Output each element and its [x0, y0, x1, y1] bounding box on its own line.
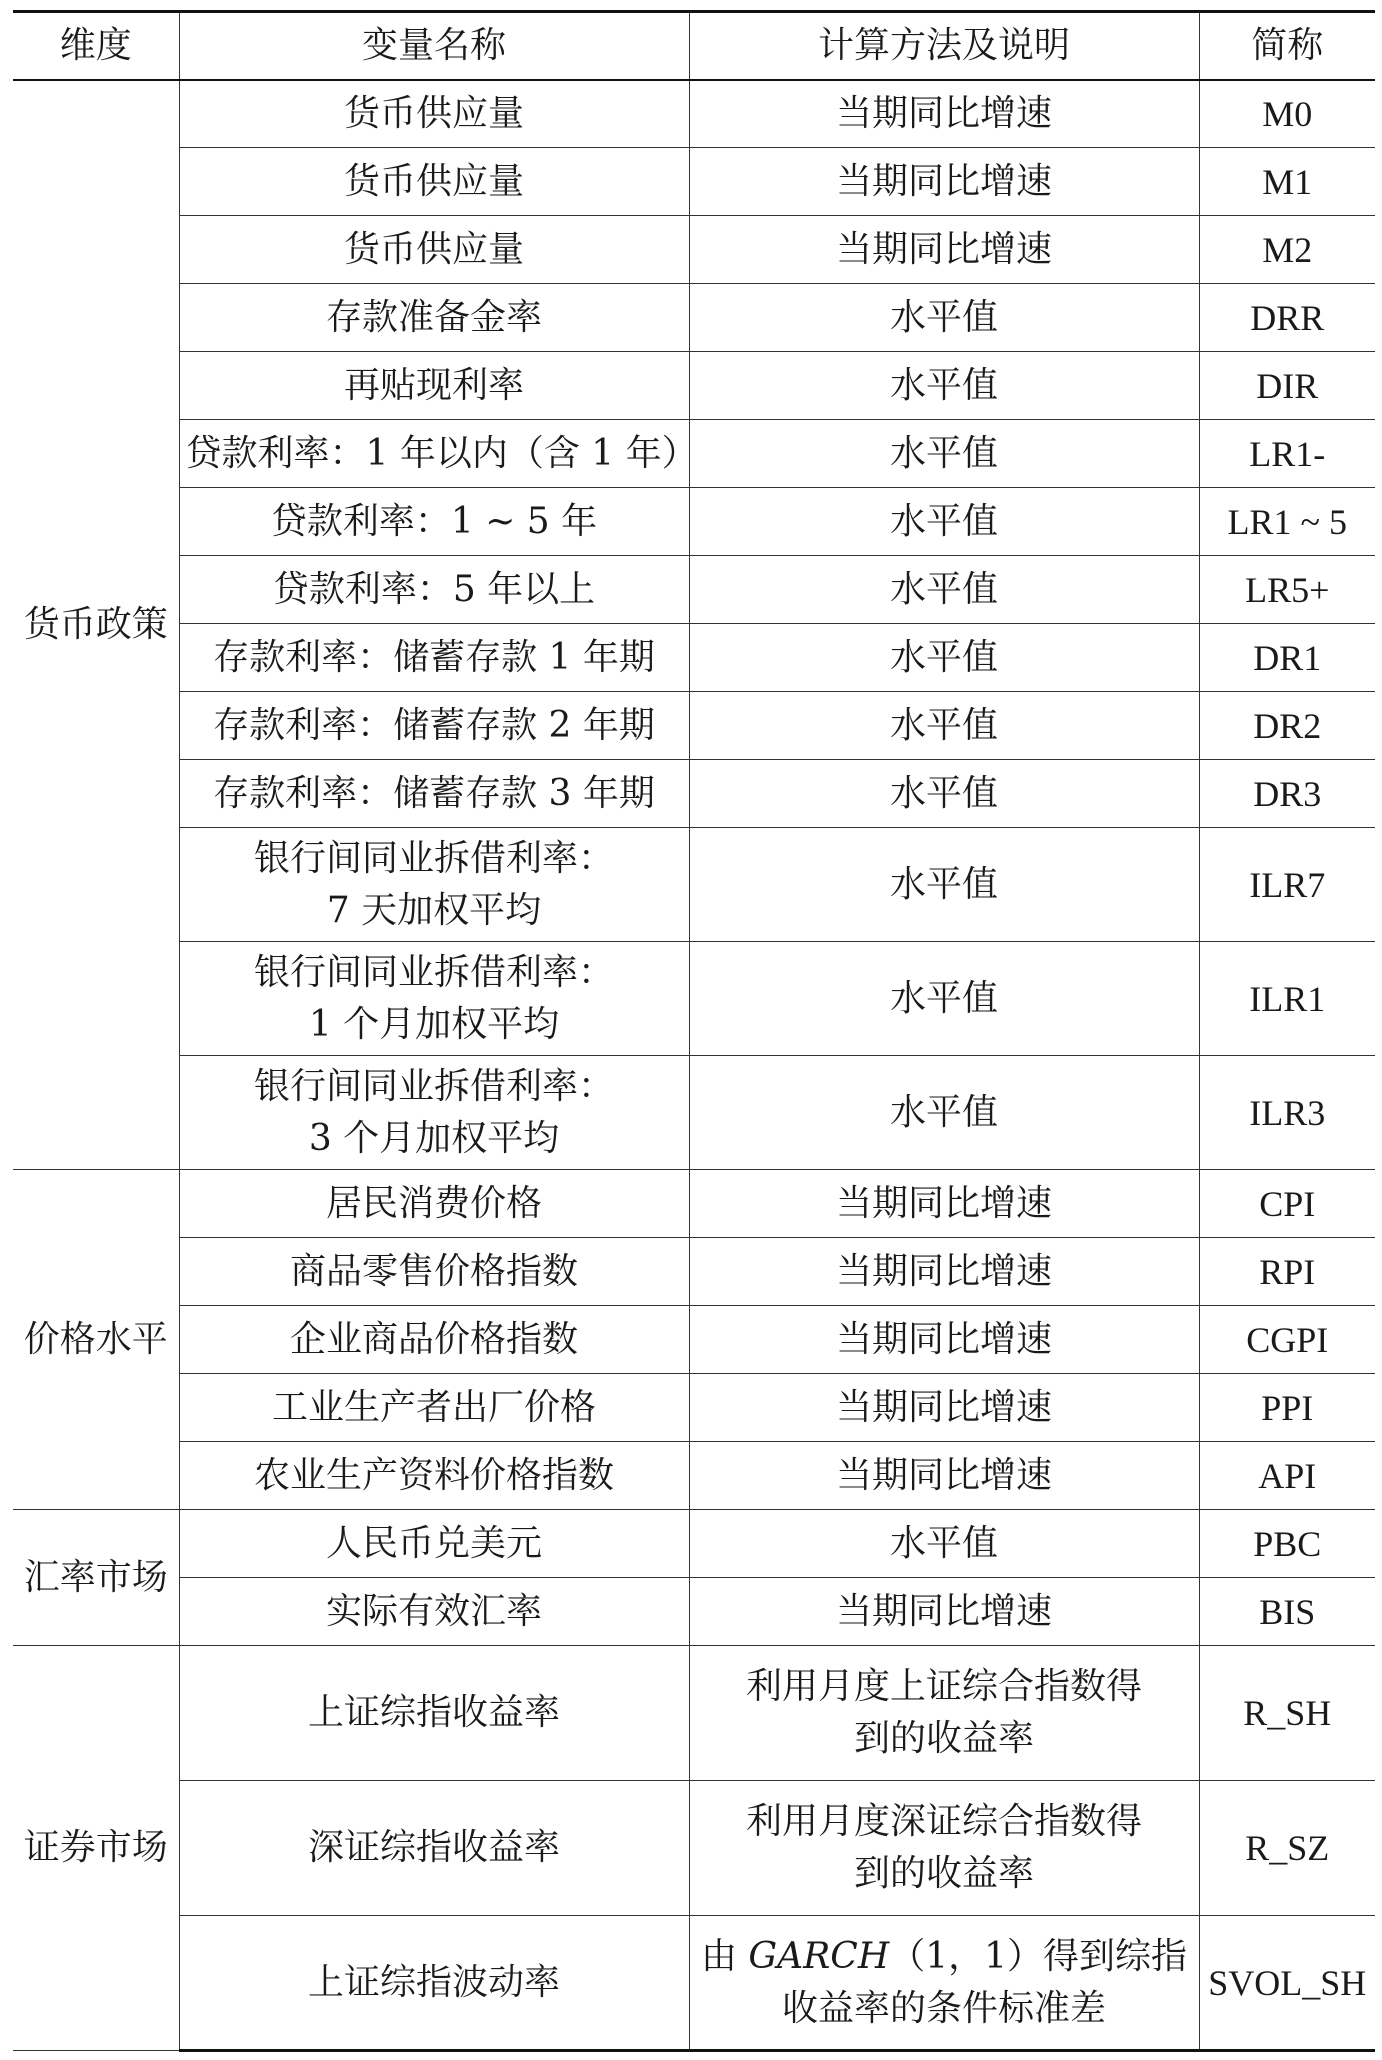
variable-name-line-1: 银行间同业拆借利率： — [253, 837, 614, 879]
header-dimension: 维度 — [13, 12, 179, 80]
header-abbreviation: 简称 — [1199, 12, 1375, 80]
method-line-1: 利用月度深证综合指数得 — [745, 1801, 1142, 1842]
method-cell: 水平值 — [689, 942, 1199, 1056]
variable-name-cell: 存款利率：储蓄存款 1 年期 — [179, 624, 689, 692]
dimension-cell: 证券市场 — [13, 1646, 179, 2051]
method-cell: 水平值 — [689, 828, 1199, 942]
variable-name-cell: 存款利率：储蓄存款 2 年期 — [179, 692, 689, 760]
variable-name-cell: 企业商品价格指数 — [179, 1306, 689, 1374]
method-prefix: 由 — [700, 1935, 749, 1977]
abbreviation-cell: R_SH — [1199, 1646, 1375, 1781]
variable-name-cell: 货币供应量 — [179, 80, 689, 148]
variable-name-cell: 贷款利率：5 年以上 — [179, 556, 689, 624]
variable-name-line-1: 银行间同业拆借利率： — [253, 951, 614, 993]
method-cell: 水平值 — [689, 1510, 1199, 1578]
variable-name-cell: 人民币兑美元 — [179, 1510, 689, 1578]
abbreviation-cell: ILR1 — [1199, 942, 1375, 1056]
variable-name-cell: 货币供应量 — [179, 216, 689, 284]
dimension-cell: 汇率市场 — [13, 1510, 179, 1646]
table-row — [13, 352, 1375, 420]
method-text: （1，1）得到综指 — [889, 1935, 1188, 1977]
method-cell: 水平值 — [689, 488, 1199, 556]
method-cell: 水平值 — [689, 556, 1199, 624]
variable-name-cell: 工业生产者出厂价格 — [179, 1374, 689, 1442]
variable-name-cell: 存款准备金率 — [179, 284, 689, 352]
abbreviation-cell: PBC — [1199, 1510, 1375, 1578]
variable-name-line-2: 3 个月加权平均 — [308, 1117, 560, 1159]
table-row — [13, 1646, 1375, 1781]
method-cell: 当期同比增速 — [689, 1170, 1199, 1238]
table-row — [13, 1442, 1375, 1510]
method-cell: 当期同比增速 — [689, 1306, 1199, 1374]
variable-name-cell: 上证综指收益率 — [179, 1646, 689, 1781]
table-row — [13, 828, 1375, 942]
table-row — [13, 1374, 1375, 1442]
table-row — [13, 692, 1375, 760]
variable-name-cell: 实际有效汇率 — [179, 1578, 689, 1646]
header-row — [13, 12, 1375, 80]
abbreviation-cell: DR3 — [1199, 760, 1375, 828]
table-row — [13, 1170, 1375, 1238]
abbreviation-cell: M2 — [1199, 216, 1375, 284]
variable-name-cell — [179, 942, 689, 1056]
abbreviation-cell: BIS — [1199, 1578, 1375, 1646]
method-cell: 水平值 — [689, 624, 1199, 692]
variable-name-line-2: 1 个月加权平均 — [308, 1003, 560, 1045]
method-cell: 当期同比增速 — [689, 80, 1199, 148]
table-row — [13, 1238, 1375, 1306]
abbreviation-cell: ILR7 — [1199, 828, 1375, 942]
method-cell — [689, 1781, 1199, 1916]
variable-name-cell — [179, 1056, 689, 1170]
header-method: 计算方法及说明 — [689, 12, 1199, 80]
method-italic: GARCH — [748, 1935, 890, 1977]
abbreviation-cell: PPI — [1199, 1374, 1375, 1442]
dimension-cell: 价格水平 — [13, 1170, 179, 1510]
method-cell: 当期同比增速 — [689, 1238, 1199, 1306]
variable-name-cell: 货币供应量 — [179, 148, 689, 216]
abbreviation-cell: R_SZ — [1199, 1781, 1375, 1916]
variable-name-cell: 农业生产资料价格指数 — [179, 1442, 689, 1510]
table-row — [13, 556, 1375, 624]
method-cell: 水平值 — [689, 352, 1199, 420]
abbreviation-cell: LR5+ — [1199, 556, 1375, 624]
header-variable-name: 变量名称 — [179, 12, 689, 80]
abbreviation-cell: ILR3 — [1199, 1056, 1375, 1170]
table-row — [13, 284, 1375, 352]
table-row — [13, 420, 1375, 488]
variable-name-cell: 贷款利率：1 年以内（含 1 年） — [179, 420, 689, 488]
table-row — [13, 80, 1375, 148]
abbreviation-cell: CPI — [1199, 1170, 1375, 1238]
table-row — [13, 148, 1375, 216]
variable-name-cell: 贷款利率：1 ~ 5 年 — [179, 488, 689, 556]
method-line-2: 到的收益率 — [853, 1718, 1034, 1759]
abbreviation-cell: DR1 — [1199, 624, 1375, 692]
method-cell — [689, 1646, 1199, 1781]
abbreviation-cell: DIR — [1199, 352, 1375, 420]
abbreviation-cell: DR2 — [1199, 692, 1375, 760]
method-cell: 当期同比增速 — [689, 1442, 1199, 1510]
method-cell: 当期同比增速 — [689, 216, 1199, 284]
method-line-1: 利用月度上证综合指数得 — [745, 1666, 1142, 1707]
abbreviation-cell: M1 — [1199, 148, 1375, 216]
method-line-2: 到的收益率 — [853, 1853, 1034, 1894]
method-cell: 水平值 — [689, 1056, 1199, 1170]
variable-name-line-1: 银行间同业拆借利率： — [253, 1065, 614, 1107]
variable-table — [13, 10, 1375, 2052]
variable-name-cell: 居民消费价格 — [179, 1170, 689, 1238]
abbreviation-cell: CGPI — [1199, 1306, 1375, 1374]
abbreviation-cell: LR1- — [1199, 420, 1375, 488]
method-cell: 当期同比增速 — [689, 148, 1199, 216]
method-line-2: 收益率的条件标准差 — [781, 1987, 1106, 2029]
table-row — [13, 216, 1375, 284]
abbreviation-cell: RPI — [1199, 1238, 1375, 1306]
table-row — [13, 488, 1375, 556]
table-row — [13, 1916, 1375, 2051]
table-row — [13, 1781, 1375, 1916]
variable-name-cell — [179, 828, 689, 942]
table-row — [13, 1510, 1375, 1578]
method-cell: 当期同比增速 — [689, 1578, 1199, 1646]
abbreviation-cell: DRR — [1199, 284, 1375, 352]
method-cell — [689, 1916, 1199, 2051]
table-row — [13, 1578, 1375, 1646]
variable-name-cell: 深证综指收益率 — [179, 1781, 689, 1916]
abbreviation-cell: SVOL_SH — [1199, 1916, 1375, 2051]
variable-name-line-2: 7 天加权平均 — [326, 889, 542, 931]
table-row — [13, 1056, 1375, 1170]
variable-name-cell: 存款利率：储蓄存款 3 年期 — [179, 760, 689, 828]
method-line-1 — [701, 1931, 1187, 1983]
table-row — [13, 942, 1375, 1056]
table-row — [13, 760, 1375, 828]
abbreviation-cell: LR1 ~ 5 — [1199, 488, 1375, 556]
variable-name-cell: 上证综指波动率 — [179, 1916, 689, 2051]
variable-name-cell: 商品零售价格指数 — [179, 1238, 689, 1306]
abbreviation-cell: M0 — [1199, 80, 1375, 148]
method-cell: 水平值 — [689, 284, 1199, 352]
method-cell: 水平值 — [689, 760, 1199, 828]
table-row — [13, 1306, 1375, 1374]
method-cell: 当期同比增速 — [689, 1374, 1199, 1442]
abbreviation-cell: API — [1199, 1442, 1375, 1510]
method-cell: 水平值 — [689, 420, 1199, 488]
dimension-cell: 货币政策 — [13, 80, 179, 1170]
table-row — [13, 624, 1375, 692]
method-cell: 水平值 — [689, 692, 1199, 760]
variable-name-cell: 再贴现利率 — [179, 352, 689, 420]
